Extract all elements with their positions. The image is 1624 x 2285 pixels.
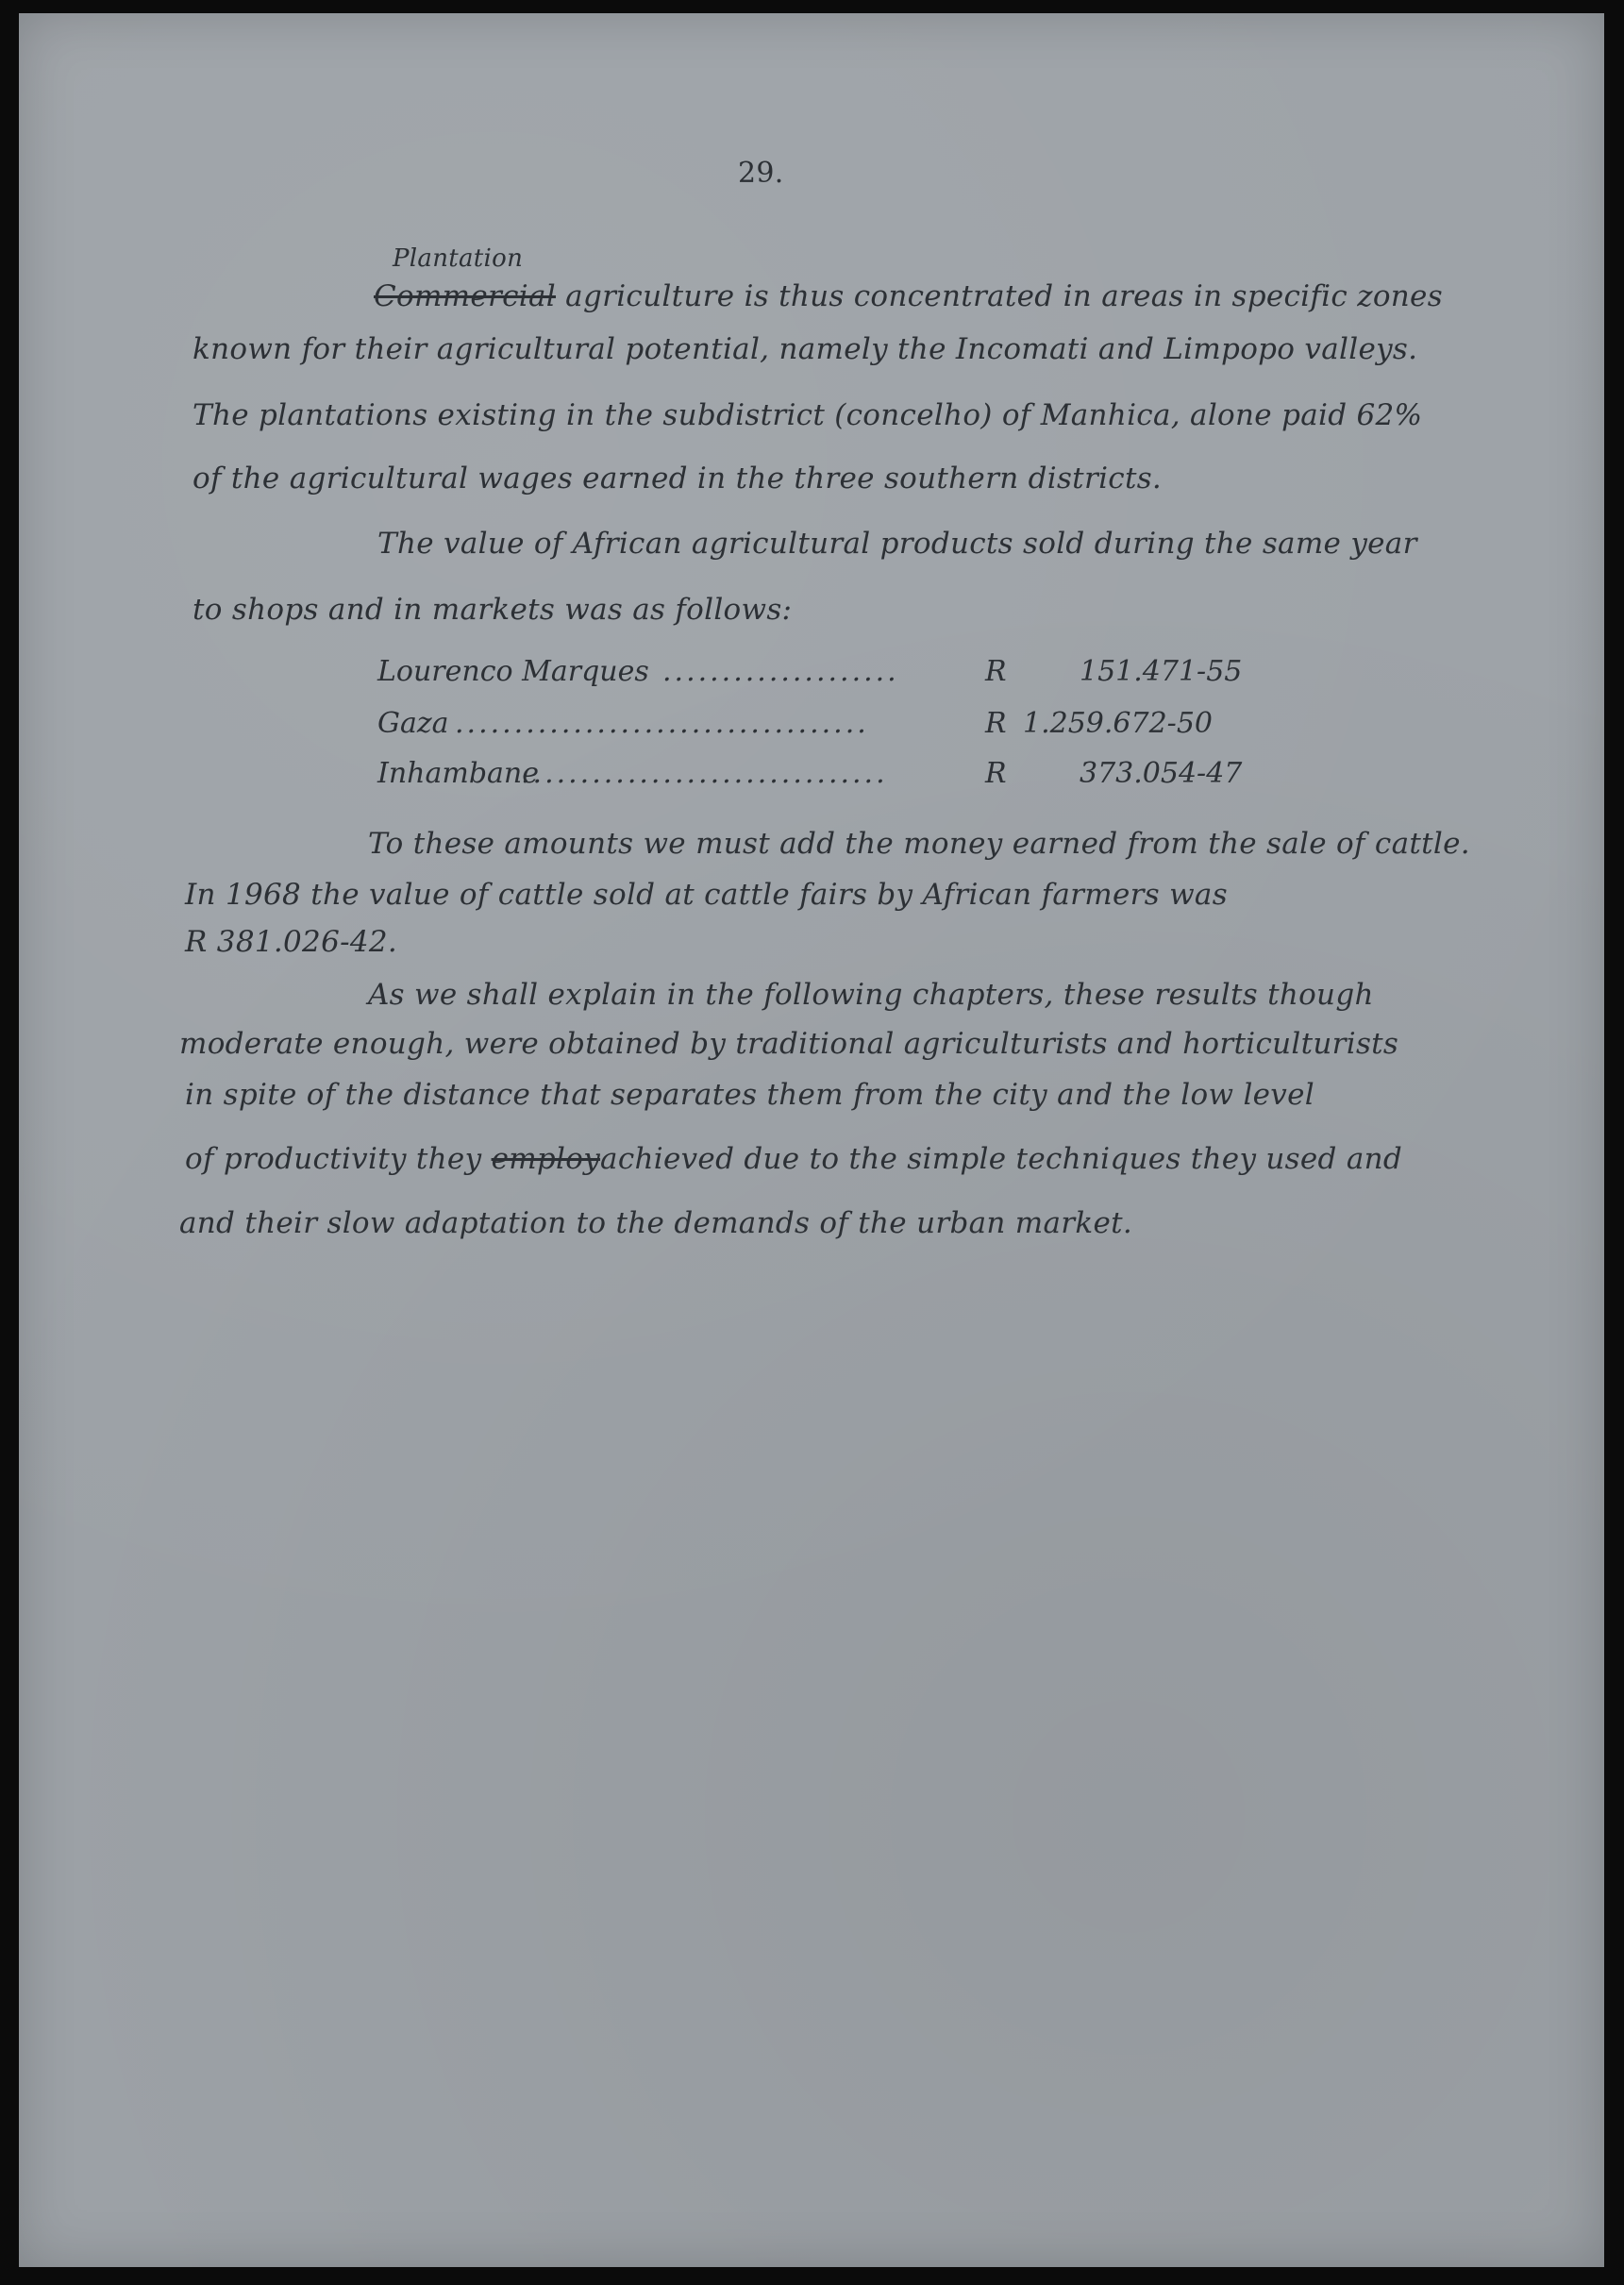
paragraph-4-line-5: and their slow adaptation to the demands of the urban market. [179,1206,1133,1240]
paragraph-1-line-4: of the agricultural wages earned in the three southern districts. [193,462,1163,496]
paragraph-1-line-3: The plantations existing in the subdistrict (concelho) of Manhica, alone paid 62% [193,398,1423,432]
handwritten-insertion: Plantation [393,244,524,273]
table-row-value: 1.259.672-50 [1023,707,1213,740]
table-row-lourenco-marques [377,655,1283,697]
paragraph-3-line-2: In 1968 the value of cattle sold at cattle fairs by African farmers was [185,878,1228,912]
table-row-dots: .................... [662,655,899,688]
table-row-label: Lourenco Marques [377,655,649,688]
struck-word: Commercial [374,279,557,313]
paragraph-3-line-1: To these amounts we must add the money earned from the sale of cattle. [368,827,1470,861]
table-row-currency: R [985,707,1007,740]
paragraph-4-line-3: in spite of the distance that separates them from the city and the low level [185,1078,1314,1112]
paragraph-1-line-1-text: agriculture is thus concentrated in areas in specific zones [556,279,1443,313]
page-number: 29. [738,157,784,190]
struck-word-employ: employ [491,1142,601,1176]
table-row-dots: ................................... [455,707,869,740]
paragraph-1-line-1 [374,279,1443,313]
table-row-label: Inhambane [377,757,539,790]
table-row-dots: ............................... [521,757,888,790]
paragraph-4-line-2: moderate enough, were obtained by traditional agriculturists and horticulturists [179,1027,1399,1061]
paragraph-1-line-2: known for their agricultural potential, namely the Incomati and Limpopo valleys. [193,332,1418,366]
table-row-value: 151.471-55 [1080,655,1243,688]
table-row-gaza [377,707,1283,748]
paragraph-4-line-1: As we shall explain in the following chapters, these results though [368,978,1374,1012]
table-row-value: 373.054-47 [1080,757,1243,790]
paragraph-2-line-1: The value of African agricultural products sold during the same year [377,527,1417,561]
document-page [19,13,1604,2267]
table-row-inhambane [377,757,1283,798]
table-row-currency: R [985,655,1007,688]
paragraph-2-line-2: to shops and in markets was as follows: [193,593,793,627]
paragraph-4-line-4 [185,1142,1402,1176]
table-row-currency: R [985,757,1007,790]
paragraph-3-line-3: R 381.026-42. [185,925,398,959]
table-row-label: Gaza [377,707,449,740]
paragraph-4-line-4-end: achieved due to the simple techniques they used and [600,1142,1403,1176]
paragraph-4-line-4-start: of productivity they [185,1142,492,1176]
